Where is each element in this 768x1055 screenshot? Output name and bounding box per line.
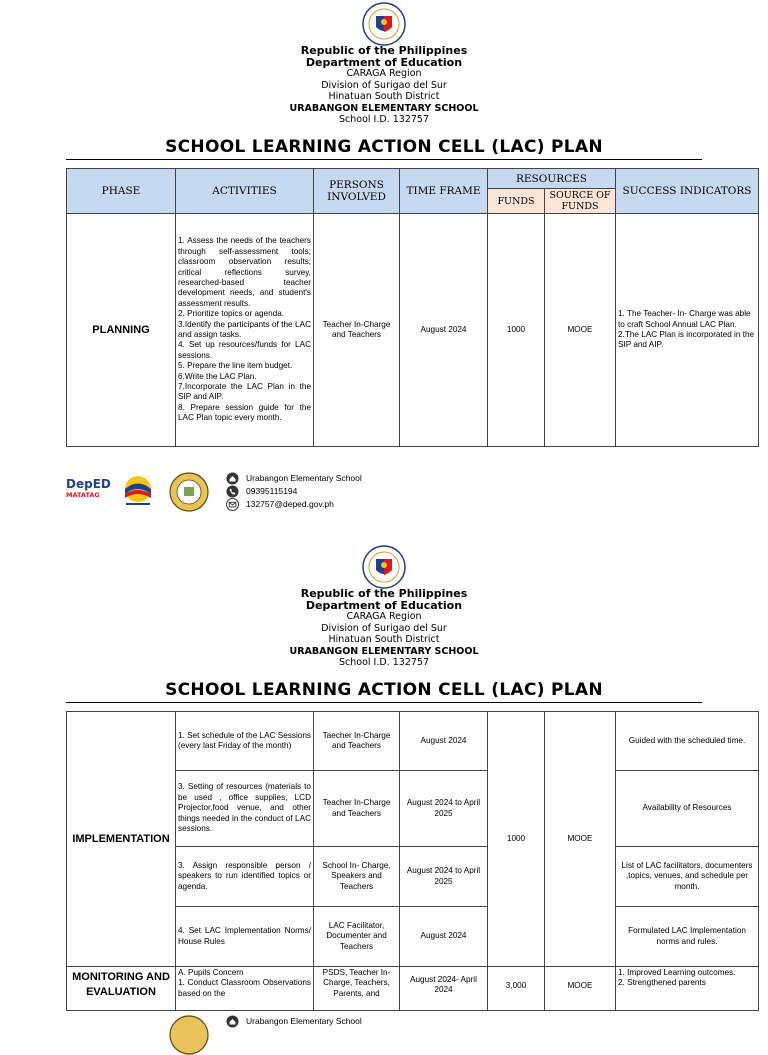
persons-cell: PSDS, Teacher In-Charge, Teachers, Parents, and — [314, 967, 400, 1011]
letterhead-region: CARAGA Region — [346, 611, 422, 622]
page-footer — [66, 472, 426, 512]
source-cell: MOOE — [545, 967, 616, 1011]
phase-cell: MONITORING AND EVALUATION — [67, 967, 176, 1011]
funds-cell: 1000 — [488, 712, 545, 967]
table-row — [67, 967, 759, 1011]
contact-school — [226, 1015, 362, 1028]
list-item: 2. Prioritize topics or agenda. — [178, 309, 285, 319]
phase-cell: PLANNING — [67, 214, 176, 447]
contact-block — [226, 1015, 362, 1028]
table-row — [67, 712, 759, 771]
letterhead-district: Hinatuan South District — [328, 634, 440, 645]
phone-icon — [226, 485, 239, 498]
success-cell: 1. Improved Learning outcomes. 2. Strengthened parents — [616, 967, 759, 1011]
list-item: 4. Set up resources/funds for LAC sessions. — [178, 340, 311, 360]
source-cell: MOOE — [545, 214, 616, 447]
deped-seal-icon — [362, 545, 406, 589]
time-cell: August 2024 — [400, 907, 488, 967]
letterhead-department: Department of Education — [305, 598, 463, 612]
matatag-logo-text: MATATAG — [66, 491, 100, 499]
activities-cell: 3. Assign responsible person / speakers to run identified topics or agenda. — [176, 847, 314, 907]
letterhead-division: Division of Surigao del Sur — [321, 79, 447, 91]
letterhead — [0, 45, 768, 126]
page-footer — [66, 1015, 426, 1055]
contact-email — [226, 498, 362, 511]
funds-cell: 3,000 — [488, 967, 545, 1011]
col-header-funds: FUNDS — [488, 189, 545, 214]
list-item: 5. Prepare the line item budget. — [178, 361, 293, 371]
list-item: 8. Prepare session guide for the LAC Plan topic every month. — [178, 402, 311, 423]
list-item: 6.Write the LAC Plan. — [178, 371, 257, 381]
persons-cell: Taecher In-Charge and Teachers — [314, 712, 400, 771]
deped-seal-icon — [362, 2, 406, 46]
letterhead-division: Division of Surigao del Sur — [321, 622, 447, 634]
activities-cell: 1. Set schedule of the LAC Sessions (every last Friday of the month) — [176, 712, 314, 771]
title-underline — [66, 159, 702, 160]
contact-block — [226, 472, 362, 511]
deped-matatag-logo — [66, 478, 110, 506]
school-seal-icon — [168, 1015, 210, 1055]
contact-school — [226, 472, 362, 485]
contact-school-text: Urabangon Elementary School — [246, 1016, 362, 1026]
success-cell: List of LAC facilitators, documenters ,topics, venues, and schedule per month. — [616, 847, 759, 907]
activities-cell: 3. Setting of resources (materials to be used , office supplies, LCD Projector,food venue, and other things needed in the conduct of LAC sessions. — [176, 771, 314, 847]
persons-cell: School In- Charge, Speakers and Teachers — [314, 847, 400, 907]
time-cell: August 2024- April 2024 — [400, 967, 488, 1011]
persons-cell: Teacher In-Charge and Teachers — [314, 771, 400, 847]
table-row — [67, 214, 759, 447]
contact-phone — [226, 485, 362, 498]
letterhead-school: URABANGON ELEMENTARY SCHOOL — [289, 102, 479, 114]
success-cell: Formulated LAC Implementation norms and rules. — [616, 907, 759, 967]
contact-email-text: 132757@deped.gov.ph — [246, 499, 334, 509]
letterhead-department: Department of Education — [305, 55, 463, 69]
list-item: 1. The Teacher- In- Charge was able to craft School Annual LAC Plan. — [618, 309, 751, 329]
time-cell: August 2024 to April 2025 — [400, 771, 488, 847]
list-item: 1. Assess the needs of the teachers through self-assessment tools; classroom observation results; critical reflections survey, researched-based teacher development needs, and student's assessment results. — [178, 236, 311, 308]
time-cell: August 2024 — [400, 712, 488, 771]
deped-logo-text: DepED — [66, 477, 111, 491]
bagong-pilipinas-logo-icon — [120, 474, 156, 508]
col-header-persons: PERSONS INVOLVED — [314, 169, 400, 214]
mail-icon — [226, 498, 239, 511]
letterhead-country: Republic of the Philippines — [300, 587, 468, 600]
col-header-time: TIME FRAME — [400, 169, 488, 214]
letterhead-country: Republic of the Philippines — [300, 44, 468, 57]
col-header-resources: RESOURCES — [488, 169, 616, 189]
letterhead-district: Hinatuan South District — [328, 91, 440, 102]
lac-plan-table — [66, 168, 759, 447]
letterhead-school-id: School I.D. 132757 — [339, 114, 429, 125]
letterhead — [0, 588, 768, 669]
contact-phone-text: 09395115194 — [246, 486, 298, 496]
lac-plan-table — [66, 711, 759, 1011]
col-header-source: SOURCE OF FUNDS — [545, 189, 616, 214]
letterhead-region: CARAGA Region — [346, 68, 422, 79]
source-cell: MOOE — [545, 712, 616, 967]
list-item: 3.Identify the participants of the LAC and assign tasks. — [178, 319, 311, 339]
success-cell: Availability of Resources — [616, 771, 759, 847]
contact-school-text: Urabangon Elementary School — [246, 473, 362, 483]
col-header-success: SUCCESS INDICATORS — [616, 169, 759, 214]
success-cell — [616, 214, 759, 447]
time-cell: August 2024 — [400, 214, 488, 447]
page-title: SCHOOL LEARNING ACTION CELL (LAC) PLAN — [165, 137, 603, 157]
persons-cell: Teacher In-Charge and Teachers — [314, 214, 400, 447]
phase-cell: IMPLEMENTATION — [67, 712, 176, 967]
success-cell: Guided with the scheduled time. — [616, 712, 759, 771]
col-header-phase: PHASE — [67, 169, 176, 214]
school-seal-icon — [168, 472, 210, 512]
list-item: 7.Incorporate the LAC Plan in the SIP and AIP. — [178, 382, 311, 402]
activities-cell: A. Pupils Concern 1. Conduct Classroom Observations based on the — [176, 967, 314, 1011]
home-icon — [226, 472, 239, 485]
home-icon — [226, 1015, 239, 1028]
title-underline — [66, 702, 702, 703]
activities-cell: 4. Set LAC Implementation Norms/ House Rules — [176, 907, 314, 967]
time-cell: August 2024 to April 2025 — [400, 847, 488, 907]
funds-cell: 1000 — [488, 214, 545, 447]
activities-cell — [176, 214, 314, 447]
list-item: 2.The LAC Plan is incorporated in the SIP and AIP. — [618, 330, 755, 350]
persons-cell: LAC Facilitator, Documenter and Teachers — [314, 907, 400, 967]
page-title: SCHOOL LEARNING ACTION CELL (LAC) PLAN — [165, 680, 603, 700]
col-header-activities: ACTIVITIES — [176, 169, 314, 214]
letterhead-school-id: School I.D. 132757 — [339, 657, 429, 668]
letterhead-school: URABANGON ELEMENTARY SCHOOL — [289, 645, 479, 657]
